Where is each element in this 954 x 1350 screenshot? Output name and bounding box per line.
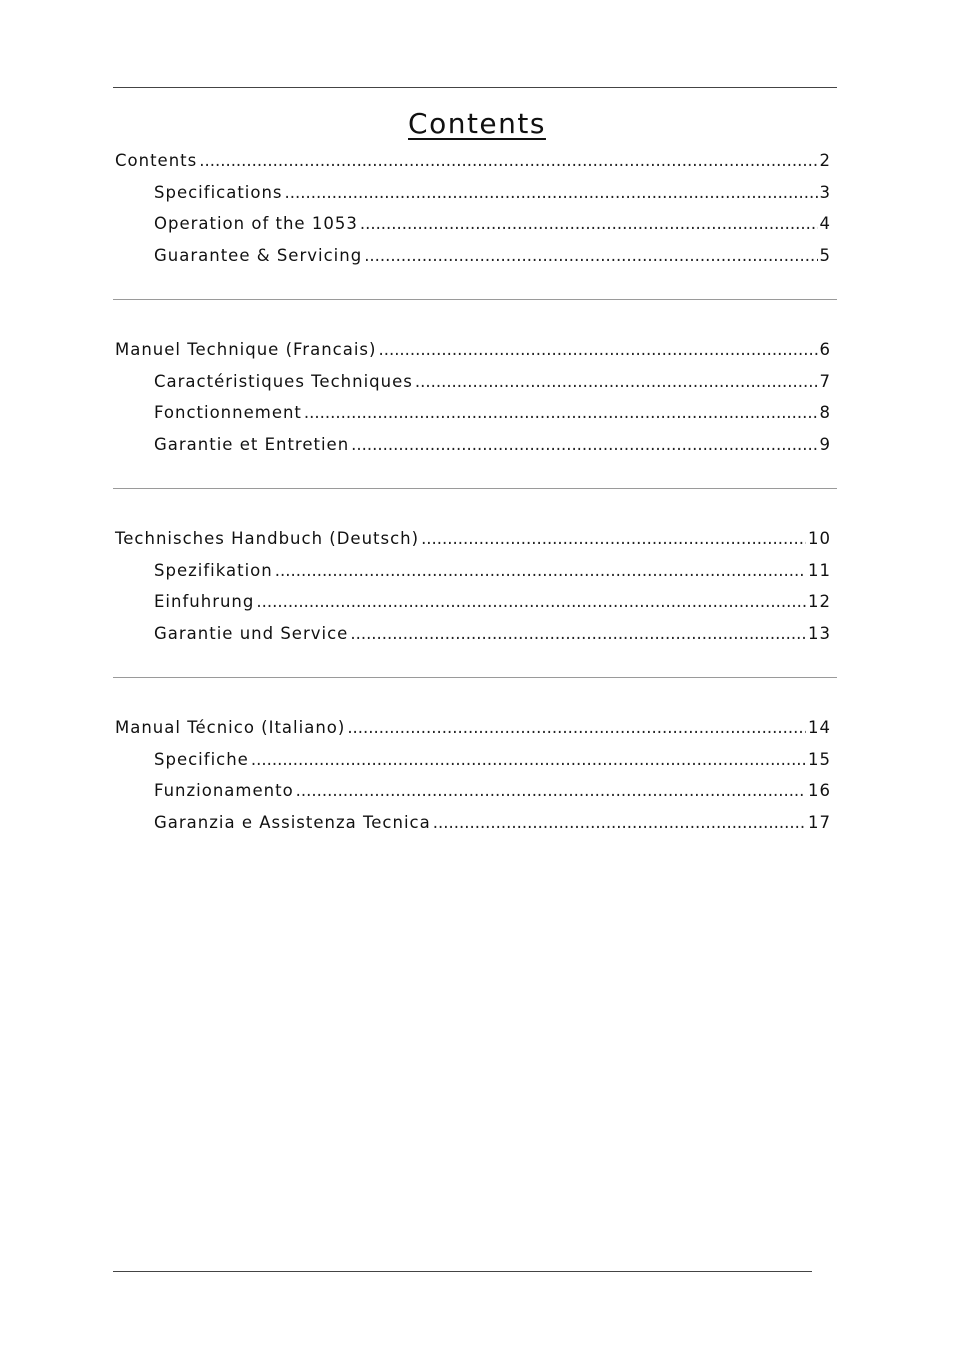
- dot-leader: [351, 434, 817, 456]
- dot-leader: [199, 150, 817, 172]
- toc-entry-page: 5: [819, 246, 831, 265]
- section-divider: [113, 677, 837, 678]
- toc-entry-page: 3: [819, 183, 831, 202]
- toc-entry-label: Garantie und Service: [154, 624, 349, 643]
- top-rule: [113, 87, 837, 88]
- toc-entry-label: Garanzia e Assistenza Tecnica: [154, 813, 431, 832]
- toc-entry-page: 15: [808, 750, 831, 769]
- toc-entry-label: Spezifikation: [154, 561, 273, 580]
- section-divider: [113, 299, 837, 300]
- toc-entry-garanzia-assistenza[interactable]: [154, 812, 831, 834]
- toc-entry-label: Garantie et Entretien: [154, 435, 350, 454]
- dot-leader: [415, 371, 818, 393]
- toc-entry-page: 11: [808, 561, 831, 580]
- toc-entry-page: 6: [819, 340, 831, 359]
- dot-leader: [256, 591, 806, 613]
- toc-entry-label: Fonctionnement: [154, 403, 302, 422]
- dot-leader: [347, 717, 806, 739]
- toc-entry-label: Contents: [115, 151, 198, 170]
- toc-entry-specifications[interactable]: [154, 182, 831, 204]
- dot-leader: [285, 182, 818, 204]
- toc-entry-page: 12: [808, 592, 831, 611]
- toc-entry-label: Specifiche: [154, 750, 249, 769]
- toc-entry-technisches-handbuch[interactable]: [115, 528, 831, 550]
- dot-leader: [378, 339, 817, 361]
- toc-entry-guarantee[interactable]: [154, 245, 831, 267]
- toc-entry-fonctionnement[interactable]: [154, 402, 831, 424]
- section-divider: [113, 488, 837, 489]
- toc-entry-caracteristiques[interactable]: [154, 371, 831, 393]
- toc-entry-spezifikation[interactable]: [154, 560, 831, 582]
- toc-entry-label: Funzionamento: [154, 781, 294, 800]
- dot-leader: [360, 213, 818, 235]
- toc-entry-label: Operation of the 1053: [154, 214, 358, 233]
- page-title: Contents: [408, 107, 546, 140]
- dot-leader: [364, 245, 817, 267]
- toc-entry-page: 9: [819, 435, 831, 454]
- toc-entry-funzionamento[interactable]: [154, 780, 831, 802]
- toc-entry-specifiche[interactable]: [154, 749, 831, 771]
- dot-leader: [421, 528, 806, 550]
- toc-entry-label: Manuel Technique (Francais): [115, 340, 377, 359]
- bottom-rule: [113, 1271, 812, 1272]
- toc-entry-page: 17: [808, 813, 831, 832]
- toc-entry-label: Manual Técnico (Italiano): [115, 718, 346, 737]
- dot-leader: [350, 623, 806, 645]
- toc-entry-label: Caractéristiques Techniques: [154, 372, 413, 391]
- toc-entry-page: 7: [819, 372, 831, 391]
- dot-leader: [433, 812, 806, 834]
- toc-entry-garantie-entretien[interactable]: [154, 434, 831, 456]
- toc-entry-page: 2: [819, 151, 831, 170]
- dot-leader: [275, 560, 806, 582]
- toc-entry-manual-tecnico[interactable]: [115, 717, 831, 739]
- toc-entry-label: Technisches Handbuch (Deutsch): [115, 529, 420, 548]
- toc-entry-garantie-service[interactable]: [154, 623, 831, 645]
- toc-entry-page: 13: [808, 624, 831, 643]
- toc-entry-page: 16: [808, 781, 831, 800]
- toc-entry-page: 8: [819, 403, 831, 422]
- toc-entry-page: 10: [808, 529, 831, 548]
- toc-entry-page: 4: [819, 214, 831, 233]
- toc-entry-einfuhrung[interactable]: [154, 591, 831, 613]
- toc-entry-label: Einfuhrung: [154, 592, 255, 611]
- dot-leader: [304, 402, 818, 424]
- toc-entry-label: Guarantee & Servicing: [154, 246, 363, 265]
- toc-entry-manuel-technique[interactable]: [115, 339, 831, 361]
- toc-entry-page: 14: [808, 718, 831, 737]
- dot-leader: [296, 780, 806, 802]
- toc-entry-contents[interactable]: [115, 150, 831, 172]
- toc-entry-operation[interactable]: [154, 213, 831, 235]
- dot-leader: [251, 749, 806, 771]
- toc-entry-label: Specifications: [154, 183, 283, 202]
